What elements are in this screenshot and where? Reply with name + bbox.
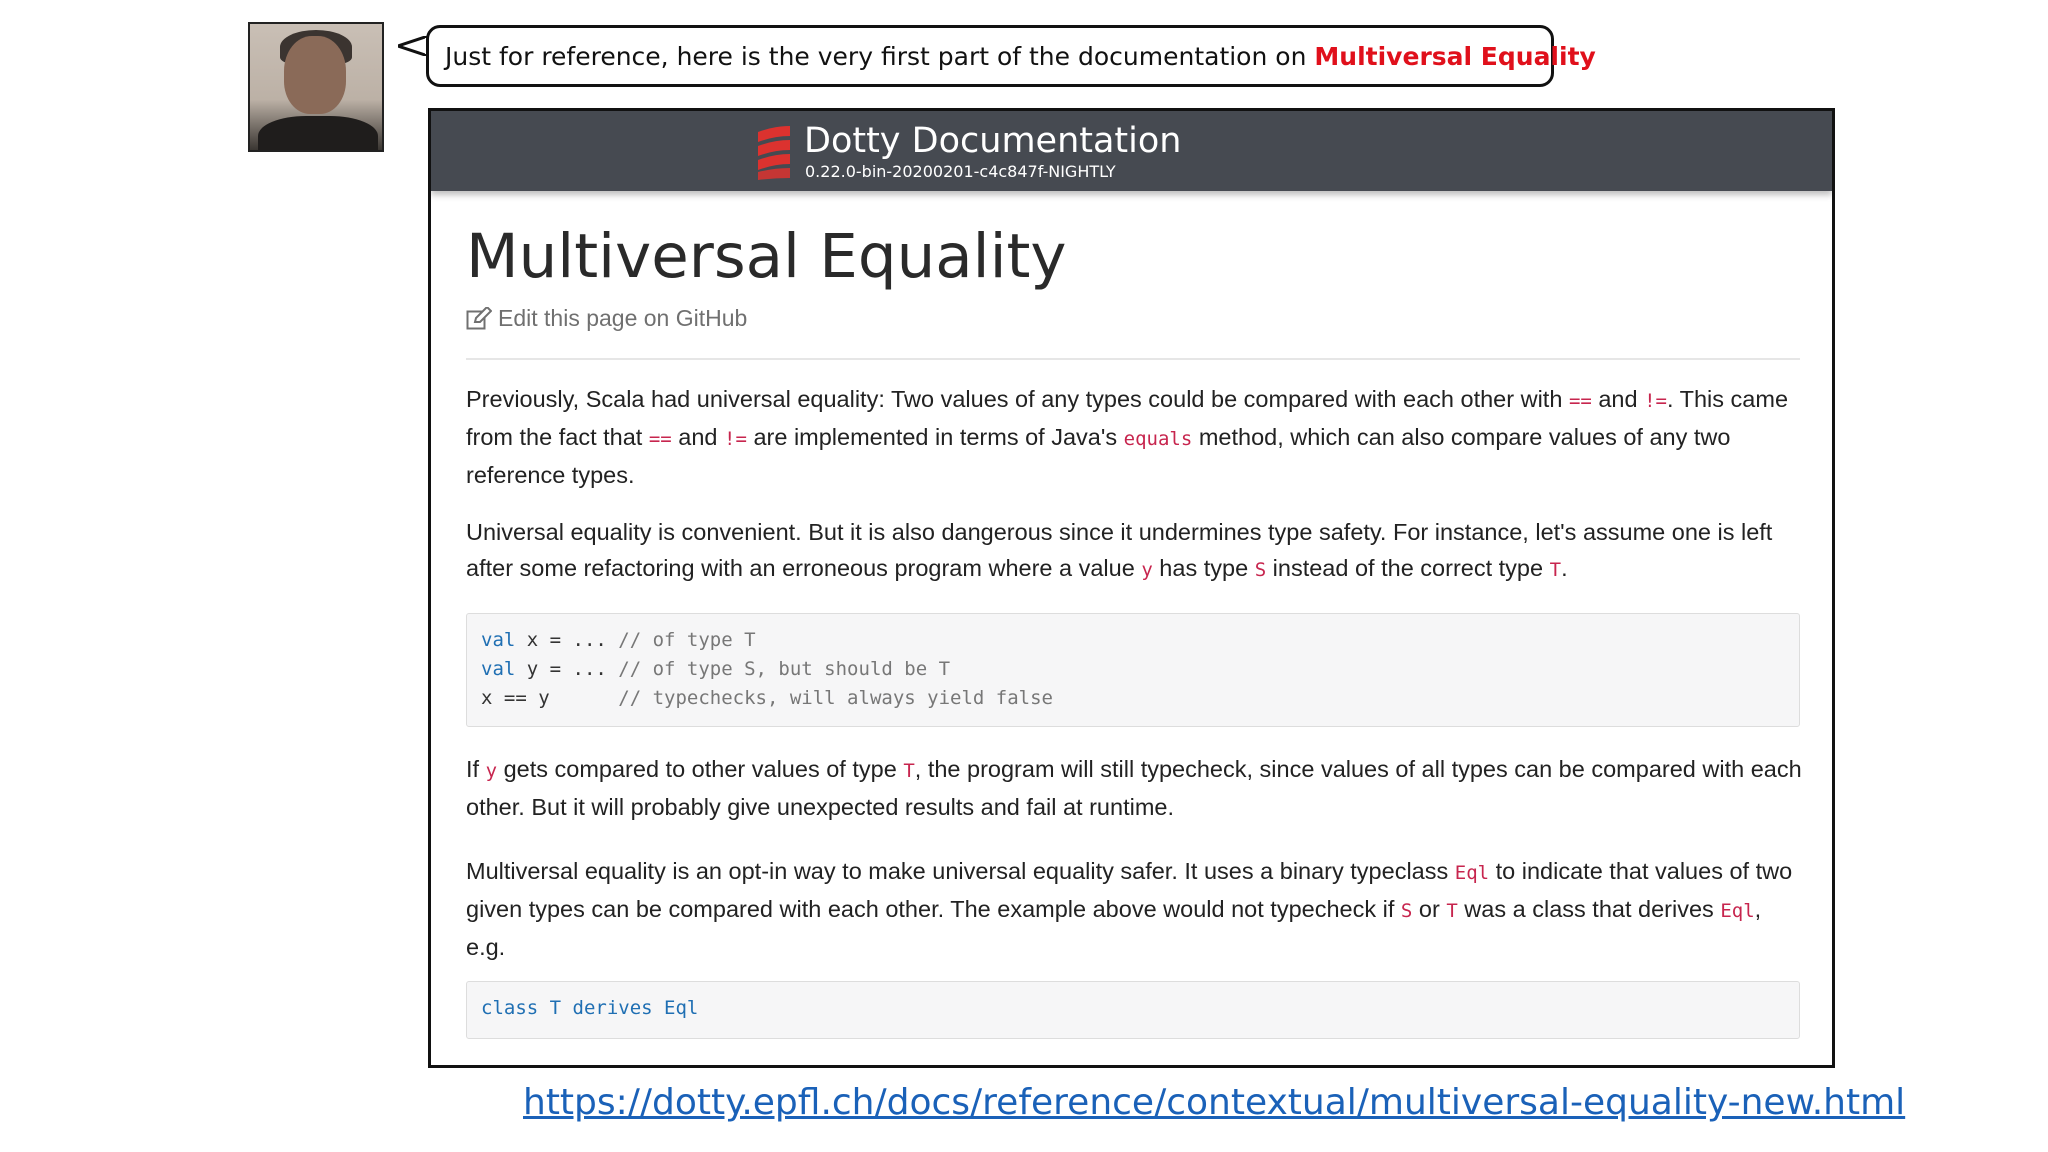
edit-on-github-link[interactable] xyxy=(466,305,747,332)
p1-text-b: and xyxy=(1591,386,1645,412)
code2-line1: class T derives Eql xyxy=(481,997,699,1019)
p2-text-a: Universal equality is convenient. But it is also dangerous since it undermines type safety. For instance, let's assume one is left after some refactoring with an erroneous program where a value xyxy=(466,519,1773,581)
p1-text-f: method, which can also compare values of any two reference types. xyxy=(466,424,1731,488)
code1-line1-code: x = ... xyxy=(515,629,619,651)
paragraph-1 xyxy=(466,381,1806,493)
code1-line3-comment: // typechecks, will always yield false xyxy=(618,687,1053,709)
p2-code-t: T xyxy=(1549,559,1562,581)
documentation-frame xyxy=(428,108,1835,1068)
p1-code-eq-2: == xyxy=(648,428,672,450)
p3-text-c: , the program will still typecheck, since values of all types can be compared with each other. But it will probably give unexpected results and fail at runtime. xyxy=(466,756,1802,820)
p4-text-e: , e.g. xyxy=(466,896,1762,960)
documentation-url-link[interactable]: https://dotty.epfl.ch/docs/reference/contextual/multiversal-equality-new.html xyxy=(523,1082,1906,1123)
edit-link-label: Edit this page on GitHub xyxy=(498,305,748,331)
code1-line2-code: y = ... xyxy=(515,658,619,680)
speech-text: Just for reference, here is the very first part of the documentation on xyxy=(445,41,1307,71)
p4-code-eql: Eql xyxy=(1454,862,1490,884)
p4-code-eql-2: Eql xyxy=(1720,900,1755,922)
paragraph-4 xyxy=(466,853,1806,965)
code1-line1-comment: // of type T xyxy=(618,629,756,651)
code1-line2-comment: // of type S, but should be T xyxy=(618,658,951,680)
p1-text-c: . This came from the fact that xyxy=(466,386,1789,450)
paragraph-2 xyxy=(466,514,1806,588)
paragraph-3 xyxy=(466,751,1806,825)
p3-text-b: gets compared to other values of type xyxy=(497,756,904,782)
code1-line2-keyword: val xyxy=(481,658,516,680)
p1-text-e: are implemented in terms of Java's xyxy=(746,424,1124,450)
code1-line1-keyword: val xyxy=(481,629,516,651)
p4-code-s: S xyxy=(1400,900,1413,922)
site-header xyxy=(431,111,1832,191)
p1-code-eq: == xyxy=(1568,390,1592,412)
speech-highlight: Multiversal Equality xyxy=(1314,41,1596,71)
site-version: 0.22.0-bin-20200201-c4c847f-NIGHTLY xyxy=(805,162,1116,181)
page-title: Multiversal Equality xyxy=(466,221,1067,292)
p2-text-d: . xyxy=(1561,555,1568,581)
p4-text-d: was a class that derives xyxy=(1457,896,1721,922)
code1-line3-code: x == y xyxy=(481,687,619,709)
edit-icon xyxy=(466,307,492,331)
speech-bubble xyxy=(426,25,1596,87)
p2-text-c: instead of the correct type xyxy=(1266,555,1550,581)
presenter-avatar xyxy=(248,22,384,152)
scala-logo-icon[interactable] xyxy=(756,124,792,180)
p1-code-neq-2: != xyxy=(724,428,747,450)
p3-text-a: If xyxy=(466,756,486,782)
p2-text-b: has type xyxy=(1152,555,1255,581)
p3-code-t: T xyxy=(903,760,915,782)
code-block-1 xyxy=(466,613,1800,727)
p4-text-a: Multiversal equality is an opt-in way to make universal equality safer. It uses a binary typeclass xyxy=(466,858,1455,884)
p1-text-d: and xyxy=(671,424,725,450)
speech-bubble-tail xyxy=(398,36,428,56)
p2-code-s: S xyxy=(1254,559,1267,581)
p1-code-neq: != xyxy=(1644,390,1667,412)
p2-code-y: y xyxy=(1141,559,1153,581)
title-divider xyxy=(466,358,1800,360)
site-title[interactable]: Dotty Documentation xyxy=(804,121,1182,161)
p3-code-y: y xyxy=(485,760,498,782)
p1-text-a: Previously, Scala had universal equality: Two values of any types could be compared with each other with xyxy=(466,386,1569,412)
p4-code-t: T xyxy=(1446,900,1458,922)
p4-text-b: to indicate that values of two given types can be compared with each other. The example above would not typecheck if xyxy=(466,858,1793,922)
code-block-2 xyxy=(466,981,1800,1039)
p1-code-equals: equals xyxy=(1123,428,1193,450)
p4-text-c: or xyxy=(1412,896,1447,922)
